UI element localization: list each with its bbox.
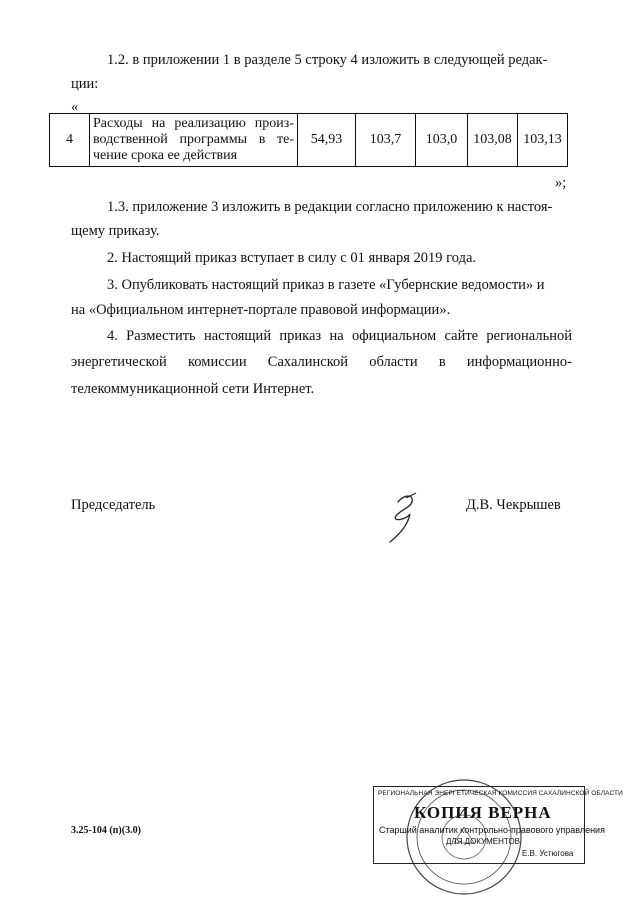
row-description-line: водственной программы в те- bbox=[93, 132, 294, 147]
table-cell-value: 54,93 bbox=[298, 114, 356, 167]
paragraph-4-line-2: на «Официальном интернет-портале правовой информации». bbox=[71, 302, 451, 318]
paragraph-2-line-1: 1.3. приложение 3 изложить в редакции согласно приложению к настоя- bbox=[107, 199, 553, 215]
stamp-signer: Е.В. Устюгова bbox=[522, 849, 574, 858]
stamp-title: КОПИЯ ВЕРНА bbox=[414, 803, 552, 822]
stamp-role: Старший аналитик контрольно-правового управления bbox=[379, 825, 605, 835]
signer-position: Председатель bbox=[71, 497, 156, 513]
stamp-organization: РЕГИОНАЛЬНАЯ ЭНЕРГЕТИЧЕСКАЯ КОМИССИЯ САХАЛИНСКОЙ ОБЛАСТИ bbox=[378, 790, 623, 797]
open-quote: « bbox=[71, 99, 79, 115]
paragraph-3: 2. Настоящий приказ вступает в силу с 01 января 2019 года. bbox=[107, 250, 477, 266]
table-row bbox=[50, 114, 568, 167]
table-cell-value: 103,08 bbox=[468, 114, 518, 167]
close-quote: »; bbox=[555, 175, 567, 191]
paragraph-2-line-2: щему приказу. bbox=[71, 223, 160, 239]
budget-table bbox=[49, 113, 568, 167]
row-description-line: чение срока ее действия bbox=[93, 148, 238, 163]
paragraph-5-line-2: энергетической комиссии Сахалинской области в информационно- bbox=[71, 354, 572, 370]
paragraph-1-line-1: 1.2. в приложении 1 в разделе 5 строку 4 изложить в следующей редак- bbox=[107, 52, 548, 68]
paragraph-5-line-3: телекоммуникационной сети Интернет. bbox=[71, 381, 315, 397]
handwritten-signature bbox=[378, 490, 428, 545]
row-description-line: Расходы на реализацию произ- bbox=[93, 116, 294, 131]
signer-name: Д.В. Чекрышев bbox=[466, 497, 561, 513]
document-code: 3.25-104 (п)(3.0) bbox=[71, 825, 141, 836]
table-cell-value: 103,0 bbox=[416, 114, 468, 167]
row-number: 4 bbox=[50, 114, 90, 167]
paragraph-5-line-1: 4. Разместить настоящий приказ на официальном сайте региональной bbox=[107, 328, 572, 344]
table-cell-value: 103,13 bbox=[518, 114, 568, 167]
paragraph-1-line-2: ции: bbox=[71, 76, 99, 92]
certified-copy-stamp bbox=[373, 786, 623, 864]
paragraph-4-line-1: 3. Опубликовать настоящий приказ в газете «Губернские ведомости» и bbox=[107, 277, 545, 293]
table-cell-value: 103,7 bbox=[356, 114, 416, 167]
stamp-docs: ДЛЯ ДОКУМЕНТОВ bbox=[446, 837, 521, 846]
row-description bbox=[90, 114, 298, 167]
